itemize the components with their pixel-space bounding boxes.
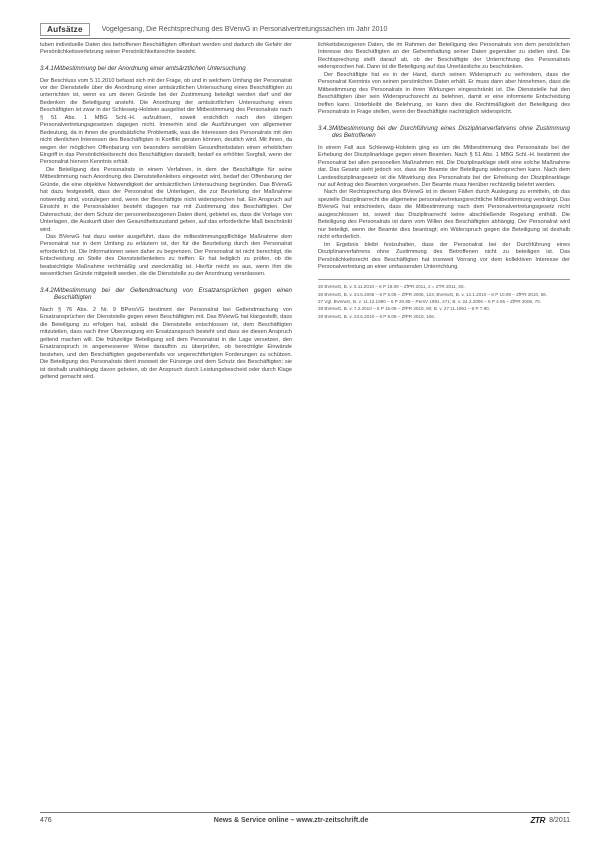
- subheading-title: Mitbestimmung bei der Durchführung eines Disziplinarverfahrens ohne Zustimmung des Betroffenen: [332, 124, 570, 140]
- left-column: [40, 42, 292, 381]
- footer-website: News & Service online – www.ztr-zeitschrift.de: [213, 816, 369, 824]
- subheading: [40, 287, 292, 302]
- subheading-number: 3.4.1: [40, 64, 54, 72]
- paragraph: Nach der Rechtsprechung des BVerwG ist in diesen Fällen durch Auslegung zu ermitteln, ob das spezielle Disziplinarrecht die allgemeine personalvertretungsrechtliche Mitbestimmung verdrängt. Das BVerwG hat entschieden, dass die Mitbestimmung nach dem Personalvertretungsgesetz nicht ausgeschlossen ist, soweit das Disziplinarrecht keine abschließende Regelung enthält. Die Beteiligung des Personalrats ist dann vom Willen des Beschäftigten abhängig. Der Personalrat wird nur beteiligt, wenn der Beamte dies beantragt; ein Widerspruch gegen die Beteiligung ist deshalb nicht erforderlich.: [318, 189, 570, 241]
- journal-logo: ZTR: [530, 815, 546, 825]
- subheading-number: 3.4.2: [40, 286, 54, 294]
- page-number: 476: [40, 816, 52, 824]
- subheading-number: 3.4.3: [318, 124, 332, 132]
- section-badge: Aufsätze: [40, 23, 90, 36]
- footnotes: [318, 279, 570, 319]
- paragraph: Die Beteiligung des Personalrats in einem Verfahren, in dem der Beschäftigte für seine Mitbestimmung nach Anordnung des Dienststellenleiters eingesetzt wird, bedarf der Offenbarung der Gründe, die eine objektive Notwendigkeit der amtsärztlichen Untersuchung begründen. Das BVerwG hat dazu festgestellt, dass der Personalrat die Unterlagen, die zur Beurteilung der Maßnahme notwendig sind, vorzulegen sind, wenn der Beschäftigte nicht widersprochen hat. Ein Anspruch auf Einsicht in die Personalakten besteht dagegen nur mit Zustimmung des Beschäftigten. Der Datenschutz, der dem Schutz der personenbezogenen Daten dient, gebietet es, dass die Vorlage von Unterlagen, die Auskunft über den Gesundheitszustand geben, auf das erforderliche Maß beschränkt wird.: [40, 166, 292, 233]
- paragraph: tuben individuelle Daten des betroffenen Beschäftigten offenbart werden und dadurch die Gefahr der Persönlichkeitsverletzung seiner Persönlichkeitsrechte besteht.: [40, 42, 292, 56]
- subheading-title: Mitbestimmung bei der Anordnung einer amtsärztlichen Untersuchung: [54, 64, 246, 72]
- paragraph: Das BVerwG hat dazu weiter ausgeführt, dass die mitbestimmungspflichtige Maßnahme dem Personalrat nur in dem Umfang zu erläutern ist, der für die Beurteilung durch den Personalrat erforderlich ist. Die Informationen seien daher zu begrenzen. Der Personalrat ist nicht berechtigt, die Entscheidung an Stelle des Dienststellenleiters zu treffen. Er hat lediglich zu prüfen, ob die beabsichtigte Maßnahme rechtmäßig und zweckmäßig ist. Hierfür reicht es aus, wenn ihm die wesentlichen Gründe mitgeteilt werden, die die Dienststelle zu der Anordnung veranlassen.: [40, 234, 292, 278]
- subheading: [40, 65, 292, 73]
- footnote: 29 BVerwG, B. v. 23.6.2010 – 6 P 8.09 – ZfPR 2010, 106.: [318, 313, 436, 319]
- running-title: Vogelgesang, Die Rechtsprechung des BVerwG in Personalvertretungssachen im Jahr 2010: [101, 25, 388, 33]
- paragraph: Der Beschäftigte hat es in der Hand, durch seinen Widerspruch zu verhindern, dass der Personalrat Kenntnis von seinen persönlichen Daten erhält. Er muss dann aber hinnehmen, dass die Mitbestimmung des Personalrats in ihren Wirkungen eingeschränkt ist. Die Dienststelle hat den Beschäftigten über sein Widerspruchsrecht zu belehren, damit er eine informierte Entscheidung treffen kann. Unterbleibt die Belehrung, so kann dies die Rechtmäßigkeit der Beteiligung des Personalrats in Frage stellen, wenn der Beschäftigte nachträglich widerspricht.: [318, 71, 570, 116]
- footnote: 25 BVerwG, B. v. 5.11.2010 – 6 P 18.09 – ZfPR 2011, 2 = ZTR 2011, 65.: [318, 284, 465, 290]
- paragraph: Im Ergebnis bleibt festzuhalten, dass der Personalrat bei der Durchführung eines Disziplinarverfahrens ohne Zustimmung des Betroffenen nicht zu beteiligen ist. Das Persönlichkeitsrecht des Beschäftigten hat insoweit Vorrang vor dem kollektiven Interesse der Personalvertretung an einer umfassenden Unterrichtung.: [318, 241, 570, 270]
- footnote: 28 BVerwG, B. v. 7.2.2010 – 6 P 15.09 – ZfPR 2010, 80; B. v. 27.11.1991 – 6 P 7.90.: [318, 306, 490, 312]
- page-header: [40, 20, 570, 39]
- paragraph: In einem Fall aus Schleswig-Holstein ging es um die Mitbestimmung des Personalrats bei der Erhebung der Disziplinarklage gegen einen Beamten. Nach § 51 Abs. 1 MBG Schl.-H. bestimmt der Personalrat bei allen personellen Maßnahmen mit. Die Disziplinarklage stellt eine solche Maßnahme dar. Das Gesetz sieht jedoch vor, dass der Beamte der Beteiligung widersprechen kann. Nach dem Landesdisziplinargesetz ist die Mitwirkung des Personalrats bei der Erhebung der Disziplinarklage nur auf Antrag des Beamten vorgesehen. Der Beamte muss hierüber rechtzeitig belehrt werden.: [318, 144, 570, 188]
- paragraph: Nach § 76 Abs. 2 Nr. 9 BPersVG bestimmt der Personalrat bei Geltendmachung von Ersatzansprüchen der Dienststelle gegen einen Beschäftigten mit. Das BVerwG hat klargestellt, dass die Beteiligung zu erfolgen hat, sobald die Dienststelle entschlossen ist, dem Beschäftigten mitzuteilen, dass nach ihrer Überzeugung ein Ersatzanspruch besteht und dass sie diesen Anspruch geltend machen will. Die frühzeitige Beteiligung soll dem Personalrat in die Lage versetzen, den Ersatzanspruch in angemessener Weise daraufhin zu überprüfen, ob berechtigte Einwände bestehen, und den Beschäftigten gegebenenfalls vor ungerechtfertigten Forderungen zu schützen. Die Beteiligung des Personalrats dient insoweit der Fürsorge und dem Schutz des Beschäftigten; sie ist deshalb unabhängig davon geboten, ob der Anspruch durch Leistungsbescheid oder durch Klage geltend gemacht wird.: [40, 306, 292, 380]
- paragraph: Der Beschluss vom 5.11.2010 befasst sich mit der Frage, ob und in welchem Umfang der Personalrat vor der Dienststelle über die Anordnung einer amtsärztlichen Untersuchung eines Beschäftigten zu unterrichten ist, wenn es um deren Gründe bei der Zustimmung beteiligt werden darf und der Bedenken die Beteiligung ansteht. Die Anordnung der amtsärztlichen Untersuchung eines Beschäftigten ist zwar in der Schleswig-Holstein ausgelöst der Mitbestimmung des Personalrats nach § 51 Abs. 1 MBG Schl.-H. aufzulösen, soweit ersichtlich nach den übrigen Personalvertretungsgesetzen dagegen nicht. Immerhin sind die Ausführungen von allgemeiner Bedeutung, da in ihnen die grundsätzliche Problematik, was die Interessen des Personalrats mit den nicht dienlichen Interessen des Beschäftigten in Konflikt geraten können, deutlich wird. Mit ihnen, da wegen der möglichen Offenbarung von besonders sensiblen Gesundheitsdaten einen erheblichen Eingriff in das Persönlichkeitsrecht des Beschäftigten darstellt, bedarf es erhöhter Sorgfalt, wenn der Personalrat hiervon Kenntnis erhält.: [40, 77, 292, 166]
- right-column: [318, 42, 570, 321]
- subheading: [318, 125, 570, 140]
- page-footer: [40, 812, 570, 827]
- footnote: 27 Vgl. BVerwG, B. v. 11.12.1990 – 6 P 20.88 – PersV 1991, 271; B. v. 24.2.2006 – 6 P 4.05 – ZfPR 2006, 70.: [318, 299, 542, 305]
- footer-issue-block: [530, 816, 570, 825]
- subheading-title: Mitbestimmung bei der Geltendmachung von Ersatzansprüchen gegen einen Beschäftigten: [54, 286, 292, 302]
- footnote: 26 BVerwG, B. v. 24.5.2006 – 6 P 5.05 – ZfPR 2006, 124; BVerwG, B. v. 14.1.2010 – 6 P 10.09 – ZfPR 2010, 66.: [318, 291, 547, 297]
- issue-number: 8/2011: [549, 816, 570, 824]
- paragraph: lichkeitsbezogenen Daten, die im Rahmen der Beteiligung des Personalrats von dem persönlichen Interesse des Beschäftigten an der Geheimhaltung seiner Daten gegenüber zu stellen sind. Die Rechtsprechung stellt darauf ab, ob der Beschäftigte der Unterrichtung des Personalrats widersprochen hat. Dann ist die Beteiligung auf das Unerlässliche zu beschränken.: [318, 42, 570, 71]
